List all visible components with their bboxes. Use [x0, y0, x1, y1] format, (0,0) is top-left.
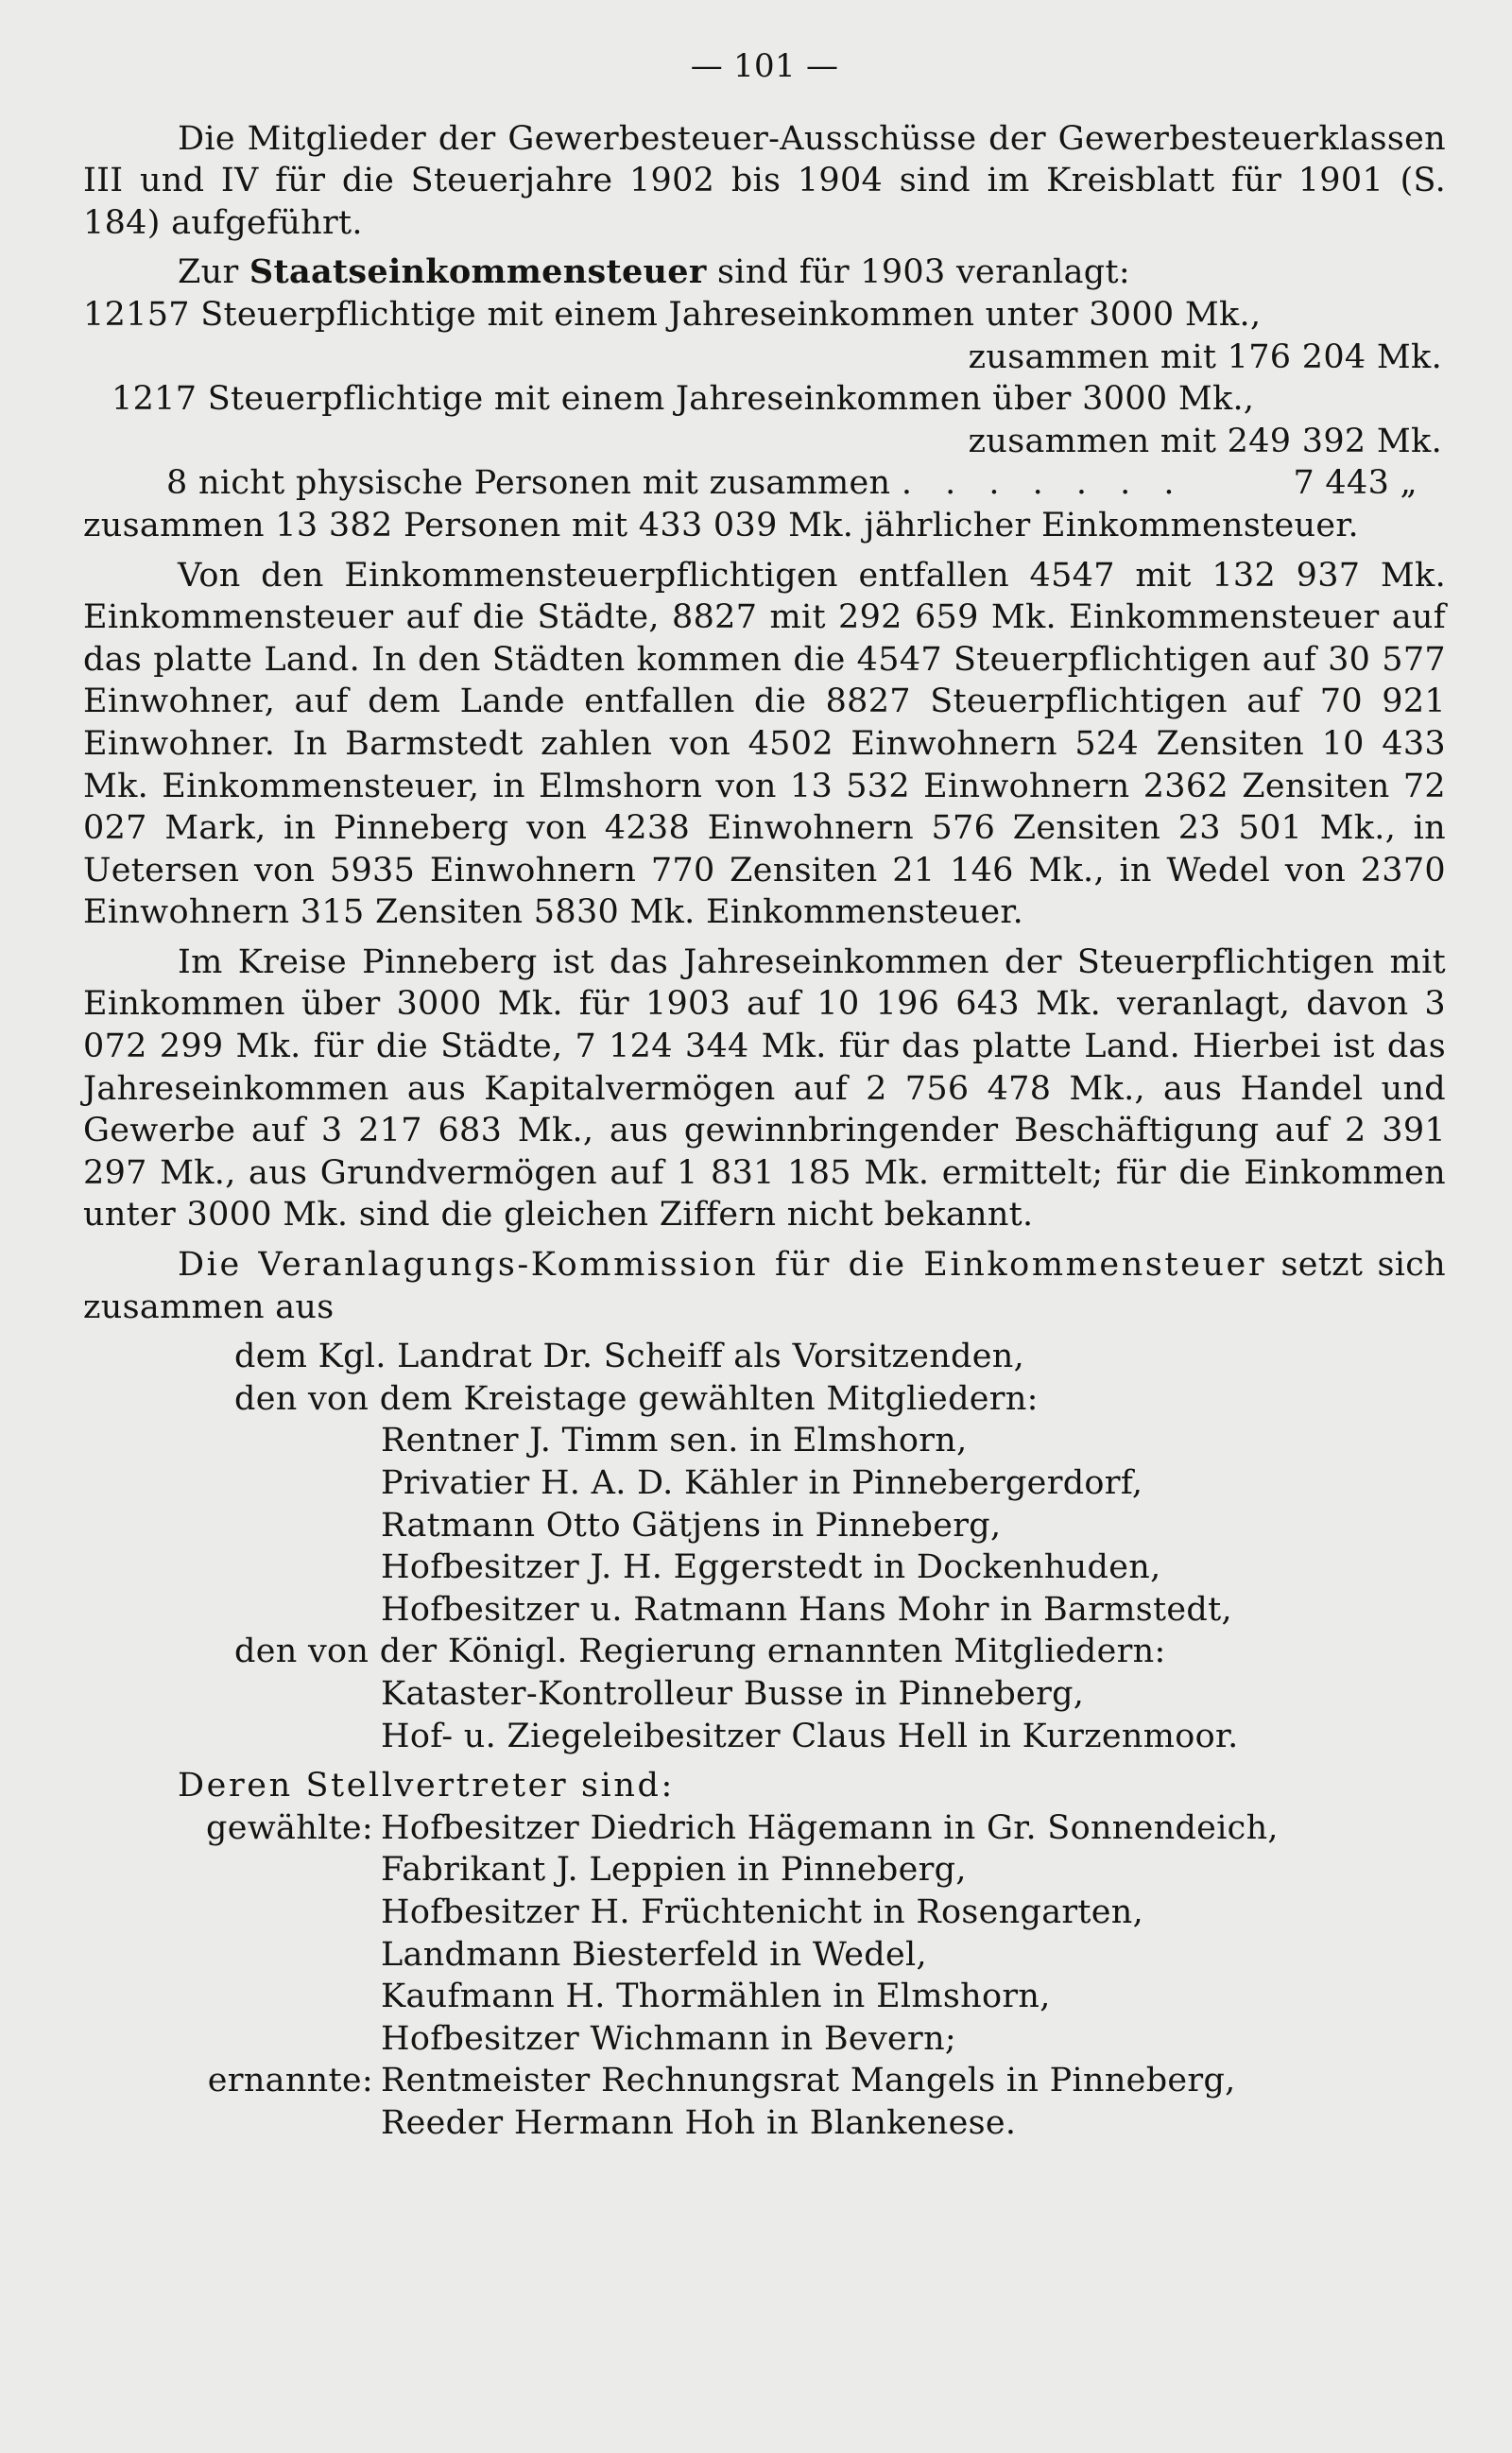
tax-row-under-3000: 12157 Steuerpflichtige mit einem Jahreseinkommen unter 3000 Mk., [83, 295, 1262, 334]
elected-member: Hofbesitzer J. H. Eggerstedt in Dockenhuden, [381, 1548, 1161, 1587]
paragraph-distribution: Von den Einkommensteuerpflichtigen entfallen 4547 mit 132 937 Mk. Einkommensteuer auf die Städte, 8827 mit 292 659 Mk. Einkommensteuer auf das platte Land. In den Städten kommen die 4547 Steuerpflichtigen auf 30 577 Einwohner, auf dem Lande entfallen die 8827 Steuerpflichtigen auf 70 921 Einwohner. In Barmstedt zahlen von 4502 Einwohnern 524 Zensiten 10 433 Mk. Einkommensteuer, in Elmshorn von 13 532 Einwohnern 2362 Zensiten 72 027 Mark, in Pinneberg von 4238 Einwohnern 576 Zensiten 23 501 Mk., in Uetersen von 5935 Einwohnern 770 Zensiten 21 146 Mk., in Wedel von 2370 Einwohnern 315 Zensiten 5830 Mk. Einkommensteuer. [83, 556, 1446, 932]
tax-row-legal-persons [166, 462, 1446, 505]
deputy-elected: Hofbesitzer Diedrich Hägemann in Gr. Sonnendeich, [381, 1808, 1279, 1847]
legal-persons-value: 7 443 „ [1293, 464, 1418, 503]
legal-persons-label: 8 nicht physische Personen mit zusammen . . . . . . . [166, 464, 1186, 503]
commission-intro [83, 1244, 1446, 1328]
intro-post: sind für 1903 veranlagt: [706, 253, 1130, 292]
intro-pre: Zur [178, 253, 249, 292]
deputy-row [83, 2060, 1446, 2102]
deputy-appointed: Reeder Hermann Hoh in Blankenese. [381, 2103, 1017, 2142]
leader-dots: . . . . . . . [901, 464, 1186, 503]
appointed-members-heading: den von der Königl. Regierung ernannten Mitgliedern: [234, 1632, 1166, 1671]
deputy-elected: Kaufmann H. Thormählen in Elmshorn, [381, 1978, 1051, 2016]
elected-members-heading: den von dem Kreistage gewählten Mitgliedern: [234, 1379, 1039, 1418]
elected-member: Hofbesitzer u. Ratmann Hans Mohr in Barmstedt, [381, 1590, 1232, 1629]
tax-total-line: zusammen 13 382 Personen mit 433 039 Mk. jährlicher Einkommensteuer. [83, 506, 1359, 544]
deputies-heading: Deren Stellvertreter sind: [178, 1767, 675, 1805]
page-number: — 101 — [690, 47, 839, 85]
paragraph-annual-income: Im Kreise Pinneberg ist das Jahreseinkommen der Steuerpflichtigen mit Einkommen über 3000 Mk. für 1903 auf 10 196 643 Mk. veranlagt, davon 3 072 299 Mk. für die Städte, 7 124 344 Mk. für das platte Land. Hierbei ist das Jahreseinkommen aus Kapitalvermögen auf 2 756 478 Mk., aus Handel und Gewerbe auf 3 217 683 Mk., aus gewinnbringender Beschäftigung auf 2 391 297 Mk., aus Grundvermögen auf 1 831 185 Mk. ermittelt; für die Einkommen unter 3000 Mk. sind die gleichen Ziffern nicht bekannt. [83, 942, 1446, 1235]
deputy-appointed: Rentmeister Rechnungsrat Mangels in Pinneberg, [381, 2062, 1236, 2100]
intro-bold-term: Staatseinkommensteuer [249, 252, 707, 292]
elected-member: Privatier H. A. D. Kähler in Pinnebergerdorf, [381, 1464, 1143, 1502]
deputies-elected-label: gewählte: [206, 1808, 373, 1847]
income-tax-intro [83, 251, 1446, 294]
tax-row-over-3000-sum: zusammen mit 249 392 Mk. [968, 422, 1442, 460]
paragraph-committee-members: Die Mitglieder der Gewerbesteuer-Ausschüsse der Gewerbesteuerklassen III und IV für die Steuerjahre 1902 bis 1904 sind im Kreisblatt für 1901 (S. 184) aufgeführt. [83, 119, 1446, 242]
deputy-elected: Landmann Biesterfeld in Wedel, [381, 1935, 927, 1974]
commission-intro-rest: setzt sich zusammen aus [83, 1246, 1446, 1326]
elected-member: Rentner J. Timm sen. in Elmshorn, [381, 1422, 968, 1460]
appointed-member: Hof- u. Ziegeleibesitzer Claus Hell in Kurzenmoor. [381, 1717, 1239, 1755]
appointed-member: Kataster-Kontrolleur Busse in Pinneberg, [381, 1674, 1085, 1713]
deputy-row [83, 1807, 1446, 1850]
deputy-elected: Hofbesitzer Wichmann in Bevern; [381, 2019, 956, 2058]
deputy-elected: Fabrikant J. Leppien in Pinneberg, [381, 1851, 967, 1890]
elected-member: Ratmann Otto Gätjens in Pinneberg, [381, 1506, 1002, 1545]
deputy-elected: Hofbesitzer H. Früchtenicht in Rosengarten, [381, 1892, 1144, 1931]
deputies-appointed-label: ernannte: [207, 2062, 373, 2100]
tax-row-over-3000: 1217 Steuerpflichtige mit einem Jahreseinkommen über 3000 Mk., [112, 380, 1255, 419]
tax-row-under-3000-sum: zusammen mit 176 204 Mk. [968, 337, 1442, 376]
commission-chair: dem Kgl. Landrat Dr. Scheiff als Vorsitzenden, [234, 1338, 1025, 1376]
commission-intro-spaced: Die Veranlagungs-Kommission für die Einkommensteuer [178, 1246, 1267, 1285]
